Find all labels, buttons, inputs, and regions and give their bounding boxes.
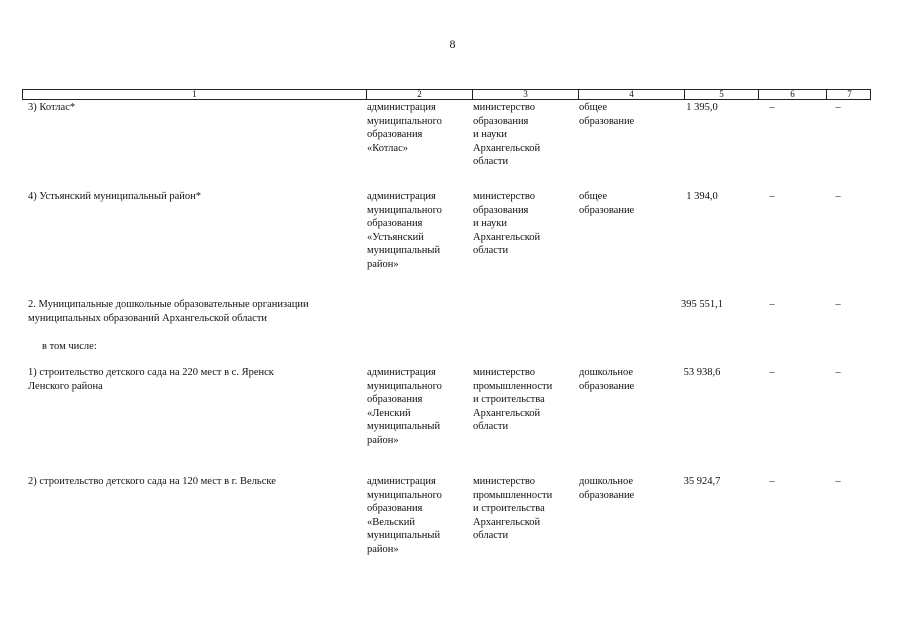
table-column-numbers-header xyxy=(22,89,871,100)
row-col6: – xyxy=(769,102,775,113)
row-name: 1) строительство детского сада на 220 мест в с. Яренск Ленского района xyxy=(28,367,274,392)
row-ministry: министерство образования и науки Архангельской области xyxy=(473,102,541,167)
column-number-3: 3 xyxy=(473,90,579,99)
column-number-5: 5 xyxy=(685,90,759,99)
row-amount: 1 394,0 xyxy=(686,191,718,202)
row-name: 3) Котлас* xyxy=(28,102,76,113)
row-name: 4) Устьянский муниципальный район* xyxy=(28,191,201,202)
row-col7: – xyxy=(835,367,841,378)
section-name: 2. Муниципальные дошкольные образовательные организации муниципальных образований Архангельской области xyxy=(28,299,309,324)
row-col7: – xyxy=(835,102,841,113)
row-name: 2) строительство детского сада на 120 мест в г. Вельске xyxy=(28,476,276,487)
column-number-2: 2 xyxy=(367,90,473,99)
row-amount: 395 551,1 xyxy=(681,299,723,310)
column-number-7: 7 xyxy=(847,89,852,99)
row-ministry: министерство промышленности и строительства Архангельской области xyxy=(473,367,553,432)
row-sector: дошкольное образование xyxy=(579,476,635,501)
row-amount: 53 938,6 xyxy=(683,367,721,378)
row-sector: общее образование xyxy=(579,102,635,127)
row-ministry: министерство промышленности и строительства Архангельской области xyxy=(473,476,553,541)
row-amount: 35 924,7 xyxy=(683,476,721,487)
column-number-4: 4 xyxy=(579,90,685,99)
column-number-6: 6 xyxy=(759,90,827,99)
row-sector: дошкольное образование xyxy=(579,367,635,392)
row-col6: – xyxy=(769,476,775,487)
row-col6: – xyxy=(769,191,775,202)
row-col6: – xyxy=(769,299,775,310)
row-col6: – xyxy=(769,367,775,378)
row-administrator: администрация муниципального образования «Устьянский муниципальный район» xyxy=(367,191,442,270)
column-number-1: 1 xyxy=(23,90,367,99)
row-administrator: администрация муниципального образования «Ленский муниципальный район» xyxy=(367,367,442,446)
row-col7: – xyxy=(835,299,841,310)
row-administrator: администрация муниципального образования «Котлас» xyxy=(367,102,442,154)
row-ministry: министерство образования и науки Архангельской области xyxy=(473,191,541,256)
row-amount: 1 395,0 xyxy=(686,102,718,113)
row-administrator: администрация муниципального образования «Вельский муниципальный район» xyxy=(367,476,442,555)
row-col7: – xyxy=(835,476,841,487)
row-sector: общее образование xyxy=(579,191,635,216)
page-number: 8 xyxy=(449,37,456,51)
including-label: в том числе: xyxy=(42,341,97,352)
row-col7: – xyxy=(835,191,841,202)
